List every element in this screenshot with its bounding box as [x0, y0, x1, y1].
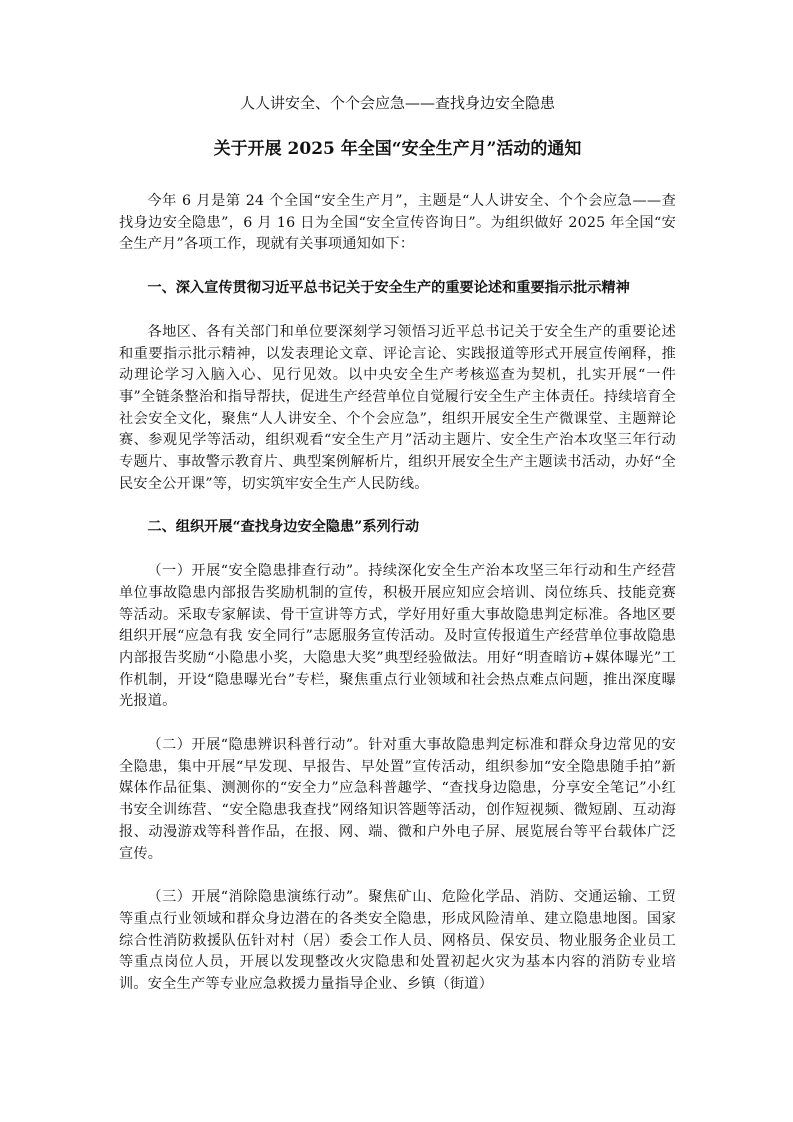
document-subtitle: 人人讲安全、个个会应急——查找身边安全隐患: [239, 94, 555, 112]
section-2-item-3: （三）开展“消除隐患演练行动”。聚焦矿山、危险化学品、消防、交通运输、工贸等重点行业领域和群众身边潜在的各类安全隐患，形成风险清单、建立隐患地图。国家综合性消防救援队伍针对村（居）委会工作人员、网格员、保安员、物业服务企业员工等重点岗位人员，开展以发现整改火灾隐患和处置初起火灾为基本内容的消防专业培训。安全生产等专业应急救援力量指导企业、乡镇（街道）: [119, 889, 676, 993]
section-1-heading: 一、深入宣传贯彻习近平总书记关于安全生产的重要论述和重要指示批示精神: [147, 280, 630, 297]
section-2-heading: 二、组织开展“查找身边安全隐患”系列行动: [147, 519, 420, 536]
document-title: 关于开展 2025 年全国“安全生产月”活动的通知: [213, 139, 582, 159]
document-page: [119, 92, 676, 996]
section-2-item-2: （二）开展“隐患辨识科普行动”。针对重大事故隐患判定标准和群众身边常见的安全隐患，集中开展“早发现、早报告、早处置”宣传活动，组织参加“安全隐患随手拍”新媒体作品征集、测测你的“安全力”应急科普趣学、“查找身边隐患，分享安全笔记”小红书安全训练营、“安全隐患我查找”网络知识答题等活动，创作短视频、微短剧、互动海报、动漫游戏等科普作品，在报、网、端、微和户外电子屏、展览展台等平台载体广泛宣传。: [119, 737, 676, 862]
section-1-paragraph: 各地区、各有关部门和单位要深刻学习领悟习近平总书记关于安全生产的重要论述和重要指示批示精神，以发表理论文章、评论言论、实践报道等形式开展宣传阐释，推动理论学习入脑入心、见行见效。以中央安全生产考核巡查为契机，扎实开展“一件事”全链条整治和指导帮扶，促进生产经营单位自觉履行安全生产主体责任。持续培育全社会安全文化，聚焦“人人讲安全、个个会应急”，组织开展安全生产微课堂、主题辩论赛、参观见学等活动，组织观看“安全生产月”活动主题片、安全生产治本攻坚三年行动专题片、事故警示教育片、典型案例解析片，组织开展安全生产主题读书活动，办好“全民安全公开课”等，切实筑牢安全生产人民防线。: [119, 323, 676, 492]
section-2-item-1: （一）开展“安全隐患排查行动”。持续深化安全生产治本攻坚三年行动和生产经营单位事故隐患内部报告奖励机制的宣传，积极开展应知应会培训、岗位练兵、技能竞赛等活动。采取专家解读、骨干宣讲等方式，学好用好重大事故隐患判定标准。各地区要组织开展“应急有我 安全同行”志愿服务宣传活动。及时宣传报道生产经营单位事故隐患内部报告奖励“小隐患小奖，大隐患大奖”典型经验做法。用好“明查暗访+媒体曝光”工作机制，开设“隐患曝光台”专栏，聚焦重点行业领域和社会热点难点问题，推出深度曝光报道。: [119, 563, 676, 710]
intro-paragraph: 今年 6 月是第 24 个全国“安全生产月”，主题是“人人讲安全、个个会应急——查找身边安全隐患”，6 月 16 日为全国“安全宣传咨询日”。为组织做好 2025 年全国“安全生产月”各项工作，现就有关事项通知如下：: [119, 193, 676, 253]
